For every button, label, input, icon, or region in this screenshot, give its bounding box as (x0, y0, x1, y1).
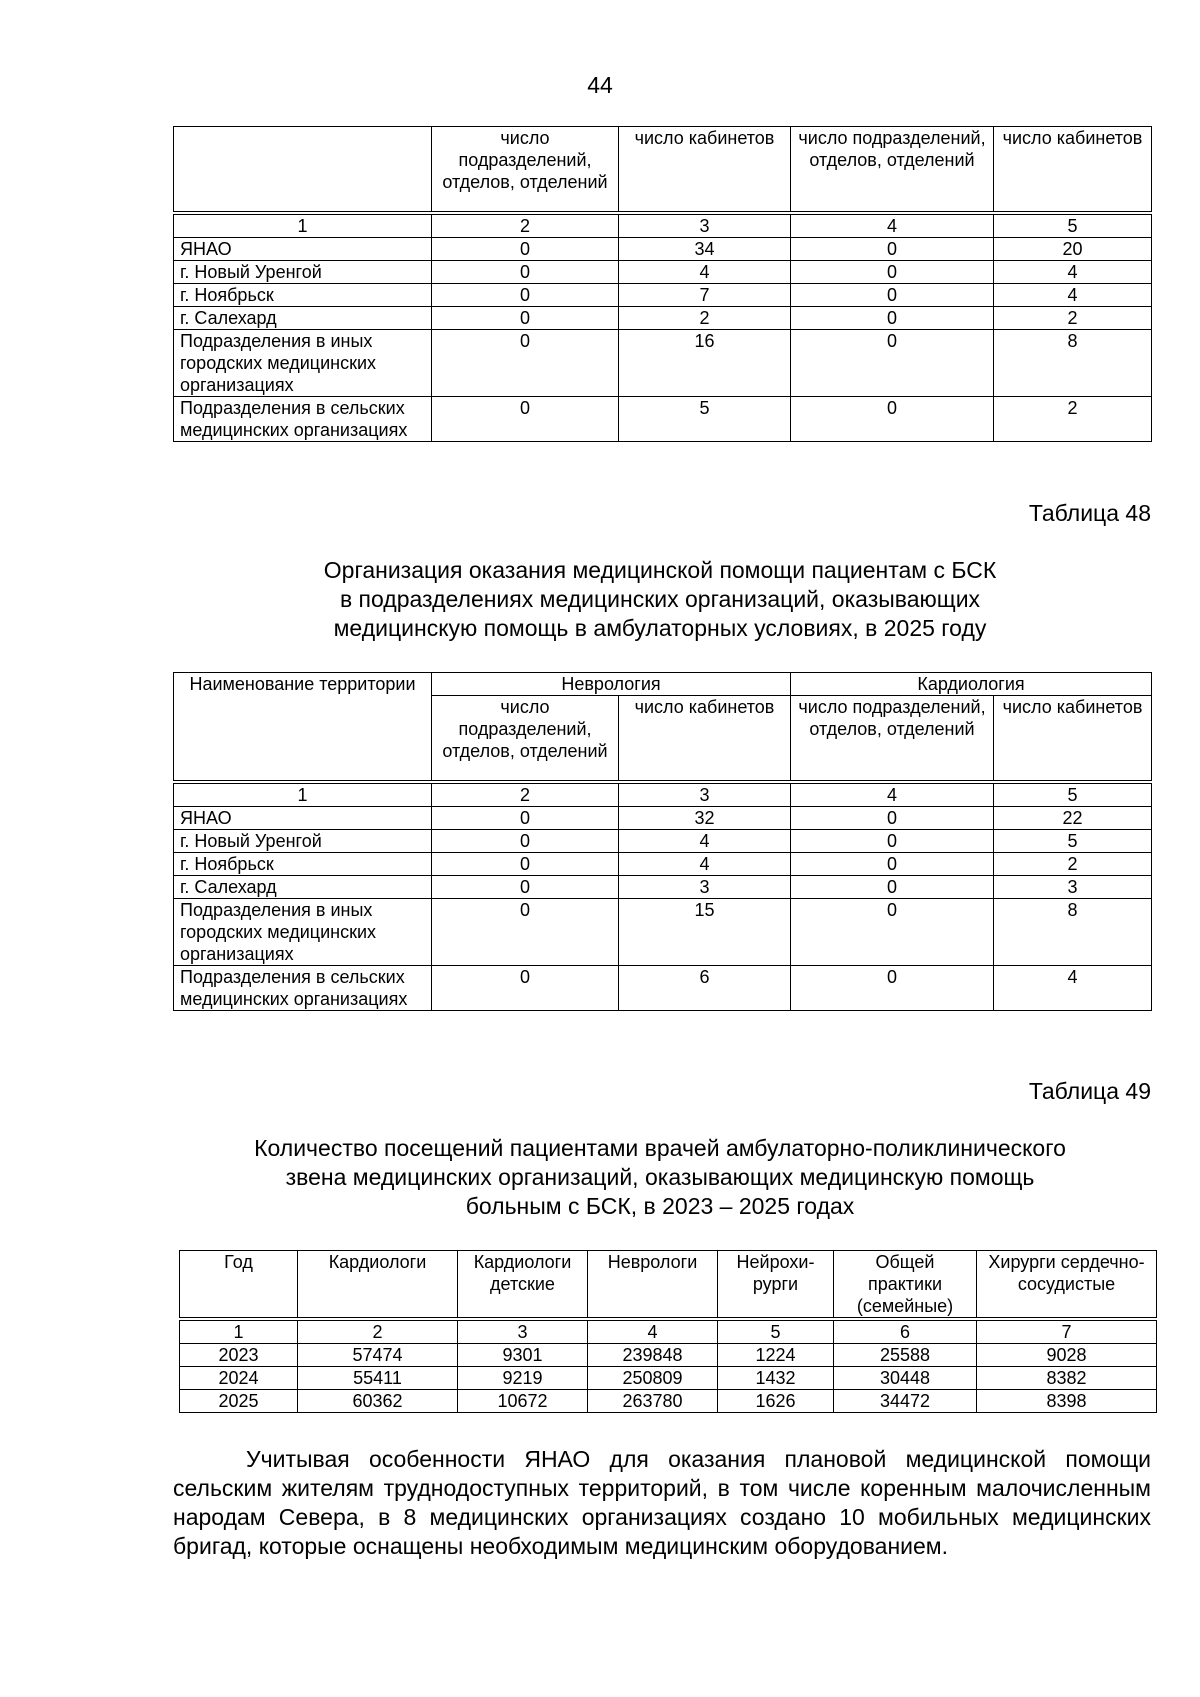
value-cell: 3 (619, 875, 791, 898)
table-49 (179, 1250, 1157, 1413)
territory-cell: Подразделения в иных городских медицинских организациях (174, 898, 432, 965)
table-row (180, 1390, 1157, 1413)
value-cell: 0 (432, 329, 619, 396)
value-cell: 9219 (458, 1367, 588, 1390)
col-number: 2 (298, 1319, 458, 1344)
territory-cell: г. Ноябрьск (174, 283, 432, 306)
col-number: 5 (718, 1319, 834, 1344)
table-row (174, 283, 1152, 306)
value-cell: 8 (994, 898, 1152, 965)
subheader-cell: число кабинетов (994, 696, 1152, 782)
value-cell: 4 (994, 283, 1152, 306)
table-row (174, 829, 1152, 852)
header-territory: Наименование территории (174, 673, 432, 782)
value-cell: 8 (994, 329, 1152, 396)
value-cell: 0 (791, 965, 994, 1010)
value-cell: 57474 (298, 1344, 458, 1367)
value-cell: 2 (994, 306, 1152, 329)
col-number: 5 (994, 213, 1152, 238)
table-row (174, 329, 1152, 396)
table-48-label: Таблица 48 (1028, 500, 1151, 526)
value-cell: 0 (791, 329, 994, 396)
value-cell: 0 (432, 806, 619, 829)
value-cell: 4 (994, 260, 1152, 283)
col-number: 1 (180, 1319, 298, 1344)
value-cell: 2 (994, 396, 1152, 441)
table-48-title (160, 556, 1160, 643)
value-cell: 2 (994, 852, 1152, 875)
header-cell: число подразделений, отделов, отделений (432, 127, 619, 213)
header-cell: число кабинетов (994, 127, 1152, 213)
value-cell: 34472 (834, 1390, 977, 1413)
value-cell: 0 (432, 898, 619, 965)
table-row (180, 1344, 1157, 1367)
value-cell: 34 (619, 237, 791, 260)
value-cell: 0 (791, 306, 994, 329)
value-cell: 0 (791, 260, 994, 283)
header-cell: Год (180, 1251, 298, 1320)
col-number: 3 (619, 213, 791, 238)
col-number: 2 (432, 213, 619, 238)
value-cell: 60362 (298, 1390, 458, 1413)
value-cell: 0 (432, 875, 619, 898)
header-cell: Неврологи (588, 1251, 718, 1320)
value-cell: 0 (432, 852, 619, 875)
table-row (174, 875, 1152, 898)
value-cell: 20 (994, 237, 1152, 260)
subheader-cell: число подразделений, отделов, отделений (791, 696, 994, 782)
value-cell: 0 (791, 852, 994, 875)
header-group-neurology: Неврология (432, 673, 791, 696)
value-cell: 25588 (834, 1344, 977, 1367)
territory-cell: г. Салехард (174, 306, 432, 329)
column-number-row (174, 782, 1152, 807)
header-cell: Хирурги сердечно-сосудистые (977, 1251, 1157, 1320)
col-number: 3 (619, 782, 791, 807)
value-cell: 0 (791, 898, 994, 965)
table-row (174, 260, 1152, 283)
header-cell: Кардиологи детские (458, 1251, 588, 1320)
body-paragraph: Учитывая особенности ЯНАО для оказания плановой медицинской помощи сельским жителям труднодоступных территорий, в том числе коренным малочисленным народам Севера, в 8 медицинских организациях создано 10 мобильных медицинских бригад, которые оснащены необходимым медицинским оборудованием. (173, 1446, 1151, 1559)
territory-cell: Подразделения в сельских медицинских организациях (174, 396, 432, 441)
table-row (174, 237, 1152, 260)
header-cell (174, 127, 432, 213)
title-line: медицинскую помощь в амбулаторных условиях, в 2025 году (333, 615, 987, 641)
table-row (174, 965, 1152, 1010)
title-line: звена медицинских организаций, оказывающих медицинскую помощь (285, 1164, 1035, 1190)
value-cell: 0 (791, 396, 994, 441)
table-49-label: Таблица 49 (1028, 1078, 1151, 1104)
table-row (174, 396, 1152, 441)
territory-cell: ЯНАО (174, 806, 432, 829)
value-cell: 250809 (588, 1367, 718, 1390)
value-cell: 3 (994, 875, 1152, 898)
header-cell: число подразделений, отделов, отделений (791, 127, 994, 213)
value-cell: 0 (432, 283, 619, 306)
col-number: 4 (791, 782, 994, 807)
col-number: 1 (174, 782, 432, 807)
value-cell: 15 (619, 898, 791, 965)
value-cell: 22 (994, 806, 1152, 829)
value-cell: 0 (791, 875, 994, 898)
value-cell: 0 (432, 829, 619, 852)
table-row (174, 306, 1152, 329)
value-cell: 1224 (718, 1344, 834, 1367)
value-cell: 263780 (588, 1390, 718, 1413)
value-cell: 0 (791, 829, 994, 852)
col-number: 6 (834, 1319, 977, 1344)
col-number: 7 (977, 1319, 1157, 1344)
header-cell: число кабинетов (619, 127, 791, 213)
value-cell: 0 (432, 237, 619, 260)
table-row (174, 898, 1152, 965)
table-48 (173, 672, 1152, 1011)
value-cell: 2 (619, 306, 791, 329)
value-cell: 0 (791, 283, 994, 306)
value-cell: 6 (619, 965, 791, 1010)
table-row (174, 806, 1152, 829)
col-number: 4 (791, 213, 994, 238)
column-number-row (180, 1319, 1157, 1344)
value-cell: 0 (432, 260, 619, 283)
value-cell: 5 (994, 829, 1152, 852)
value-cell: 30448 (834, 1367, 977, 1390)
value-cell: 4 (994, 965, 1152, 1010)
value-cell: 0 (432, 396, 619, 441)
value-cell: 4 (619, 829, 791, 852)
value-cell: 16 (619, 329, 791, 396)
col-number: 3 (458, 1319, 588, 1344)
subheader-cell: число подразделений, отделов, отделений (432, 696, 619, 782)
value-cell: 5 (619, 396, 791, 441)
table-47-continued (173, 126, 1152, 442)
territory-cell: г. Новый Уренгой (174, 260, 432, 283)
year-cell: 2024 (180, 1367, 298, 1390)
value-cell: 4 (619, 852, 791, 875)
header-group-cardiology: Кардиология (791, 673, 1152, 696)
column-number-row (174, 213, 1152, 238)
value-cell: 1432 (718, 1367, 834, 1390)
value-cell: 239848 (588, 1344, 718, 1367)
page-number: 44 (587, 72, 613, 98)
title-line: Количество посещений пациентами врачей амбулаторно-поликлинического (254, 1135, 1066, 1161)
value-cell: 9028 (977, 1344, 1157, 1367)
title-line: в подразделениях медицинских организаций, оказывающих (339, 586, 981, 612)
col-number: 2 (432, 782, 619, 807)
year-cell: 2025 (180, 1390, 298, 1413)
territory-cell: г. Салехард (174, 875, 432, 898)
year-cell: 2023 (180, 1344, 298, 1367)
header-cell: Кардиологи (298, 1251, 458, 1320)
value-cell: 8398 (977, 1390, 1157, 1413)
territory-cell: г. Ноябрьск (174, 852, 432, 875)
value-cell: 8382 (977, 1367, 1157, 1390)
value-cell: 7 (619, 283, 791, 306)
title-line: Организация оказания медицинской помощи пациентам с БСК (323, 557, 997, 583)
territory-cell: Подразделения в сельских медицинских организациях (174, 965, 432, 1010)
value-cell: 1626 (718, 1390, 834, 1413)
value-cell: 0 (791, 806, 994, 829)
territory-cell: ЯНАО (174, 237, 432, 260)
territory-cell: Подразделения в иных городских медицинских организациях (174, 329, 432, 396)
col-number: 4 (588, 1319, 718, 1344)
value-cell: 10672 (458, 1390, 588, 1413)
header-cell: Общей практики (семейные) (834, 1251, 977, 1320)
value-cell: 55411 (298, 1367, 458, 1390)
table-row (180, 1367, 1157, 1390)
value-cell: 0 (791, 237, 994, 260)
territory-cell: г. Новый Уренгой (174, 829, 432, 852)
table-row (174, 852, 1152, 875)
value-cell: 32 (619, 806, 791, 829)
value-cell: 4 (619, 260, 791, 283)
value-cell: 0 (432, 965, 619, 1010)
col-number: 1 (174, 213, 432, 238)
table-49-title (160, 1134, 1160, 1221)
col-number: 5 (994, 782, 1152, 807)
subheader-cell: число кабинетов (619, 696, 791, 782)
header-cell: Нейрохи-рурги (718, 1251, 834, 1320)
value-cell: 9301 (458, 1344, 588, 1367)
title-line: больным с БСК, в 2023 – 2025 годах (465, 1193, 855, 1219)
value-cell: 0 (432, 306, 619, 329)
